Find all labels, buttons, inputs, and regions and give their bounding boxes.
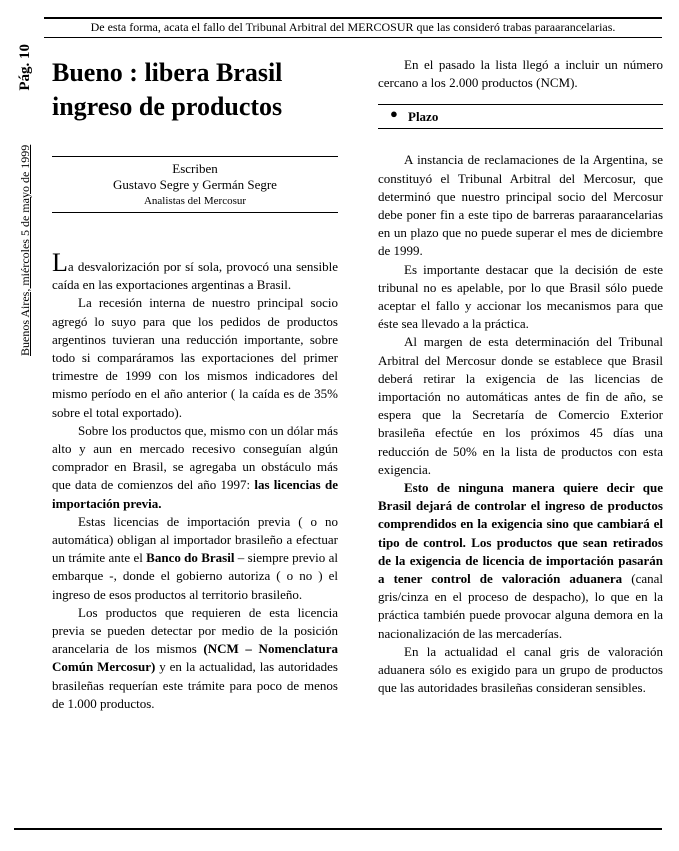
byline-rule-bottom [52,212,338,213]
paragraph: Al margen de esta determinación del Tribunal Arbitral del Mercosur donde se establece que Brasil deberá retirar la exigencia de las licencias de importación no automáticas antes de fin de año, se espera que la Secretaría de Comercio Exterior brasileña efectúe en los próximos 45 días una reducción de 50% en la lista de productos con esta exigencia. [378,334,663,477]
paragraph: Esto de ninguna manera quiere decir que Brasil dejará de controlar el ingreso de productos comprendidos en la exigencia sino que cambiará el tipo de control. Los productos que sean retirados de la exigencia de licencia de importación pasarán a tener control de valoración aduanera (canal gris/cinza en el proceso de despacho), lo que en la práctica también puede provocar alguna demora en la nacionalización de las mercaderías. [378,480,663,641]
page-number: Pág. 10 [16,44,33,91]
byline-label: Escriben [172,161,218,176]
paragraph: En la actualidad el canal gris de valoración aduanera sólo es exigido para un grupo de productos que las autoridades brasileñas consideran sensibles. [378,643,663,696]
bullet-icon: ● [390,106,398,122]
paragraph: Los productos que requieren de esta licencia previa se pueden detectar por medio de la posición arancelaria de los mismos (NCM – Nomenclatura Común Mercosur) y en la actualidad, las autoridades brasileñas requerían este trámite para poco de menos de 1.000 productos. [52,604,338,711]
paragraph: La recesión interna de nuestro principal socio agregó lo suyo para que los pedidos de productos argentinos tuvieran una reducción importante, sobre todo si comparáramos las exportaciones del primer trimestre de 1999 con los mismos indicadores del mismo período en el año anterior ( la caída es de 35% sobre el total exportado). [52,295,338,420]
paragraph: En el pasado la lista llegó a incluir un número cercano a los 2.000 productos (NCM). [378,57,663,91]
paragraph: Es importante destacar que la decisión de este tribunal no es apelable, por lo que Brasil sólo puede aceptar el fallo y accionar los mecanismos para que éste sea llevado a la práctica. [378,261,663,332]
right-body [378,151,663,697]
section-rule-bottom [378,128,663,129]
drop-cap: L [52,248,68,277]
top-rule-thin [44,37,662,38]
bold-phrase: Esto de ninguna manera quiere decir que Brasil dejará de controlar el ingreso de productos comprendidos en la exigencia sino que cambiará el tipo de control. Los productos que sean retirados de la exigencia de licencia de importación pasarán a tener control de valoración aduanera [378,480,663,587]
authors: Gustavo Segre y Germán Segre [113,177,277,192]
byline [52,157,338,209]
left-column [52,56,338,713]
header-caption: De esta forma, acata el fallo del Tribunal Arbitral del MERCOSUR que las consideró trabas paraarancelarias. [90,20,616,34]
right-column [378,56,663,698]
bold-phrase: (NCM – Nomenclatura Común Mercosur) [52,641,338,675]
bold-phrase: las licencias de importación previa. [52,477,338,511]
right-body-intro [378,56,663,92]
section-heading: ● Plazo [390,106,439,125]
dateline: Buenos Aires, miércoles 5 de mayo de 1999 [17,144,32,356]
headline: Bueno : libera Brasil ingreso de productos [52,58,283,121]
bold-phrase: Banco do Brasil [146,550,235,566]
sidebar [12,42,38,358]
bottom-rule [14,828,662,830]
paragraph: Sobre los productos que, mismo con un dólar más alto y aun en mercado recesivo conseguían algún comprador en Brasil, se agregaba un obstáculo más que data de comienzos del año 1997: las licencias de importación previa. [52,422,338,511]
paragraph: Estas licencias de importación previa ( o no automática) obligan al importador brasileño a efectuar un trámite ante el Banco do Brasil – siempre previo al embarque -, donde el gobierno autoriza ( o no ) el ingreso de esos productos al territorio brasileño. [52,513,339,602]
author-role: Analistas del Mercosur [143,195,247,207]
left-body [52,248,339,713]
paragraph: A instancia de reclamaciones de la Argentina, se constituyó el Tribunal Arbitral del Mercosur, que determinó que nuestro principal socio del Mercosur debe poner fin a este tipo de barreras paraarancelarias en un plazo que no puede superar el mes de diciembre de 1999. [378,152,663,259]
paragraph: La desvalorización por sí sola, provocó una sensible caída en las exportaciones argentinas a Brasil. [52,248,338,293]
